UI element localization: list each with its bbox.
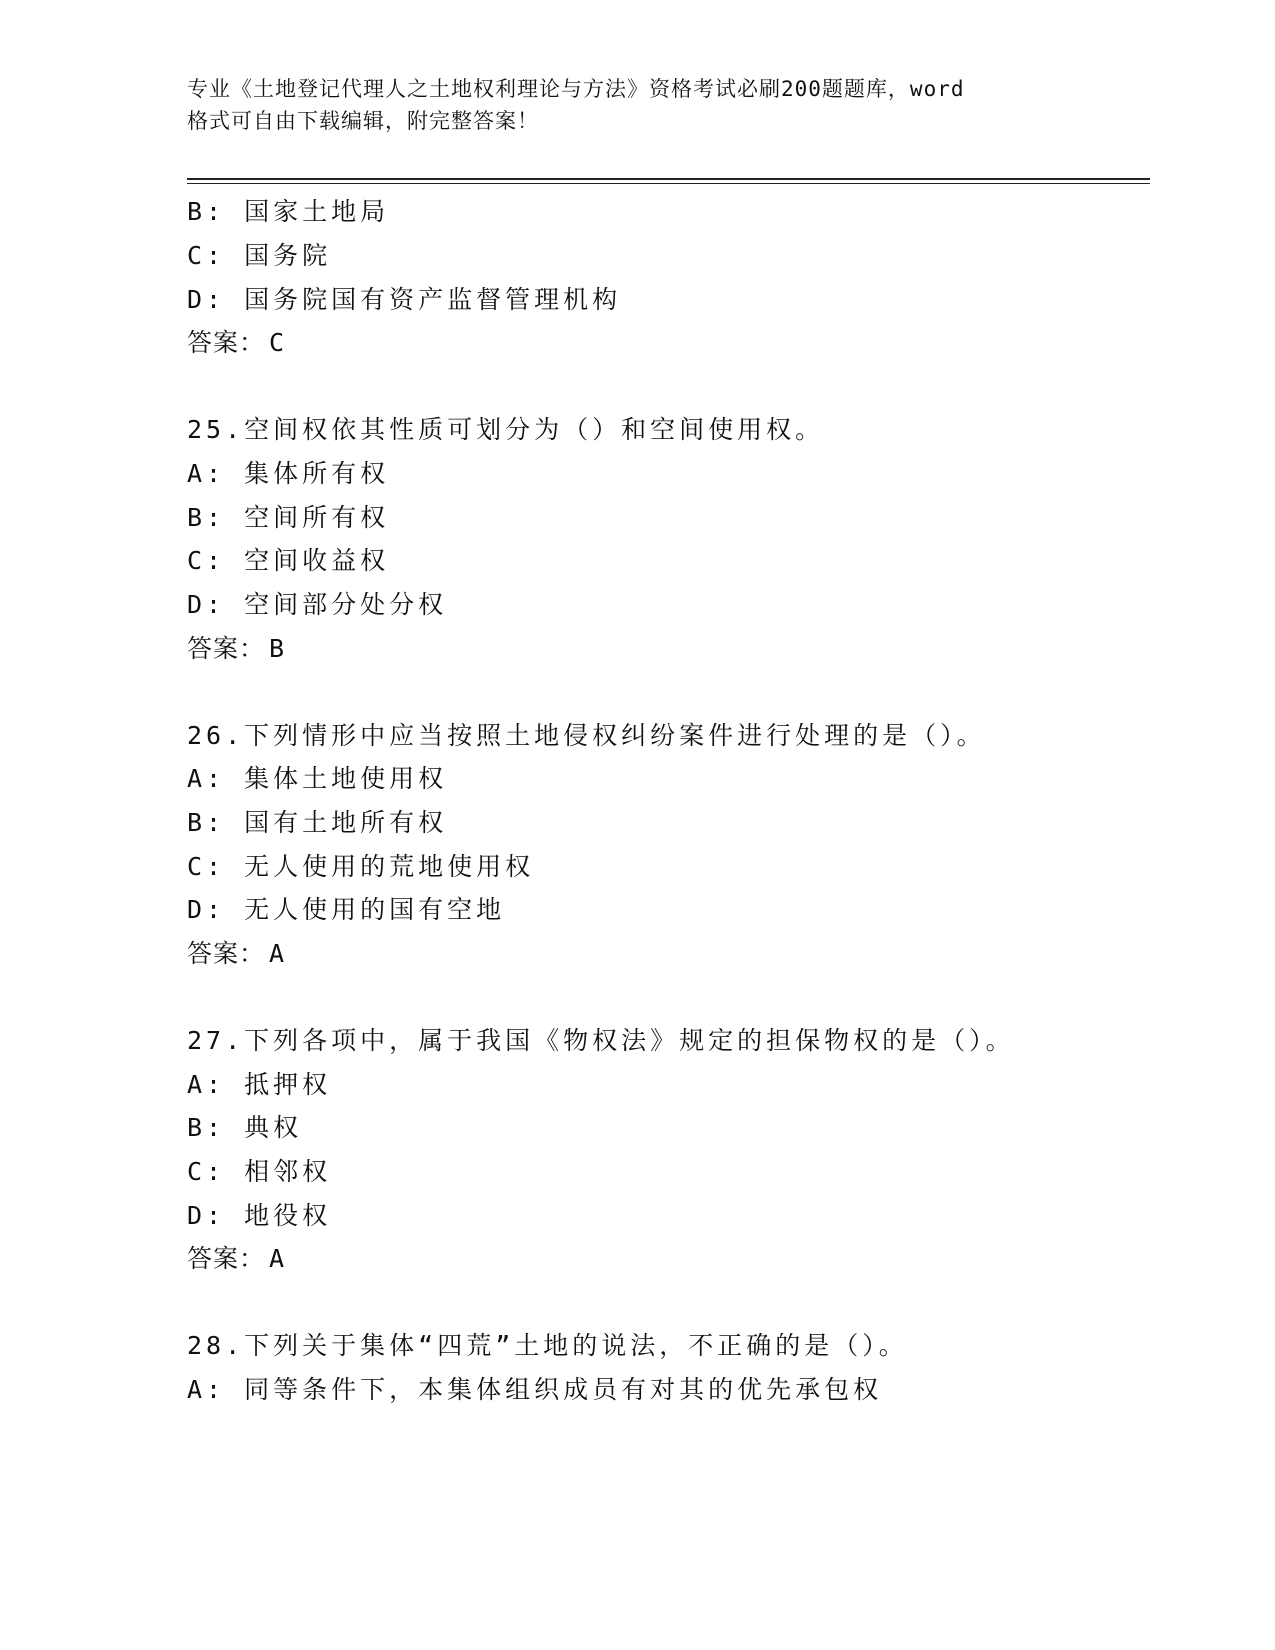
option-c: C: 无人使用的荒地使用权	[187, 852, 535, 881]
option-c: C: 空间收益权	[187, 546, 390, 575]
option-b: B: 国家土地局	[187, 197, 390, 226]
header-rule-thick	[187, 178, 1150, 180]
answer-label: 答案：	[187, 1244, 266, 1273]
answer-line	[187, 1239, 285, 1275]
answer-line	[187, 934, 285, 970]
answer-label: 答案：	[187, 328, 266, 357]
option-b: B: 空间所有权	[187, 503, 390, 532]
answer-line	[187, 323, 285, 359]
answer-label: 答案：	[187, 939, 266, 968]
question-stem: 25.空间权依其性质可划分为（）和空间使用权。	[187, 415, 825, 444]
answer-value: A	[269, 939, 286, 968]
option-a: A: 集体土地使用权	[187, 764, 448, 793]
question-stem: 28.下列关于集体“四荒”土地的说法，不正确的是（）。	[187, 1331, 908, 1360]
answer-line	[187, 629, 285, 665]
question-stem: 27.下列各项中，属于我国《物权法》规定的担保物权的是（）。	[187, 1026, 1015, 1055]
option-a: A: 同等条件下，本集体组织成员有对其的优先承包权	[187, 1375, 883, 1404]
header-line-2: 格式可自由下载编辑，附完整答案！	[187, 109, 539, 133]
answer-label: 答案：	[187, 634, 266, 663]
option-a: A: 集体所有权	[187, 459, 390, 488]
option-b: B: 典权	[187, 1113, 303, 1142]
answer-value: B	[269, 634, 286, 663]
option-c: C: 相邻权	[187, 1157, 332, 1186]
option-d: D: 地役权	[187, 1201, 332, 1230]
option-d: D: 空间部分处分权	[187, 590, 448, 619]
header-rule-thin	[187, 183, 1150, 184]
option-d: D: 无人使用的国有空地	[187, 895, 506, 924]
option-b: B: 国有土地所有权	[187, 808, 448, 837]
document-header	[187, 73, 1087, 137]
option-d: D: 国务院国有资产监督管理机构	[187, 285, 622, 314]
answer-value: A	[269, 1244, 286, 1273]
header-line-1: 专业《土地登记代理人之土地权利理论与方法》资格考试必刷200题题库，word	[187, 77, 965, 101]
answer-value: C	[269, 328, 286, 357]
option-a: A: 抵押权	[187, 1070, 332, 1099]
question-stem: 26.下列情形中应当按照土地侵权纠纷案件进行处理的是（）。	[187, 721, 986, 750]
option-c: C: 国务院	[187, 241, 332, 270]
